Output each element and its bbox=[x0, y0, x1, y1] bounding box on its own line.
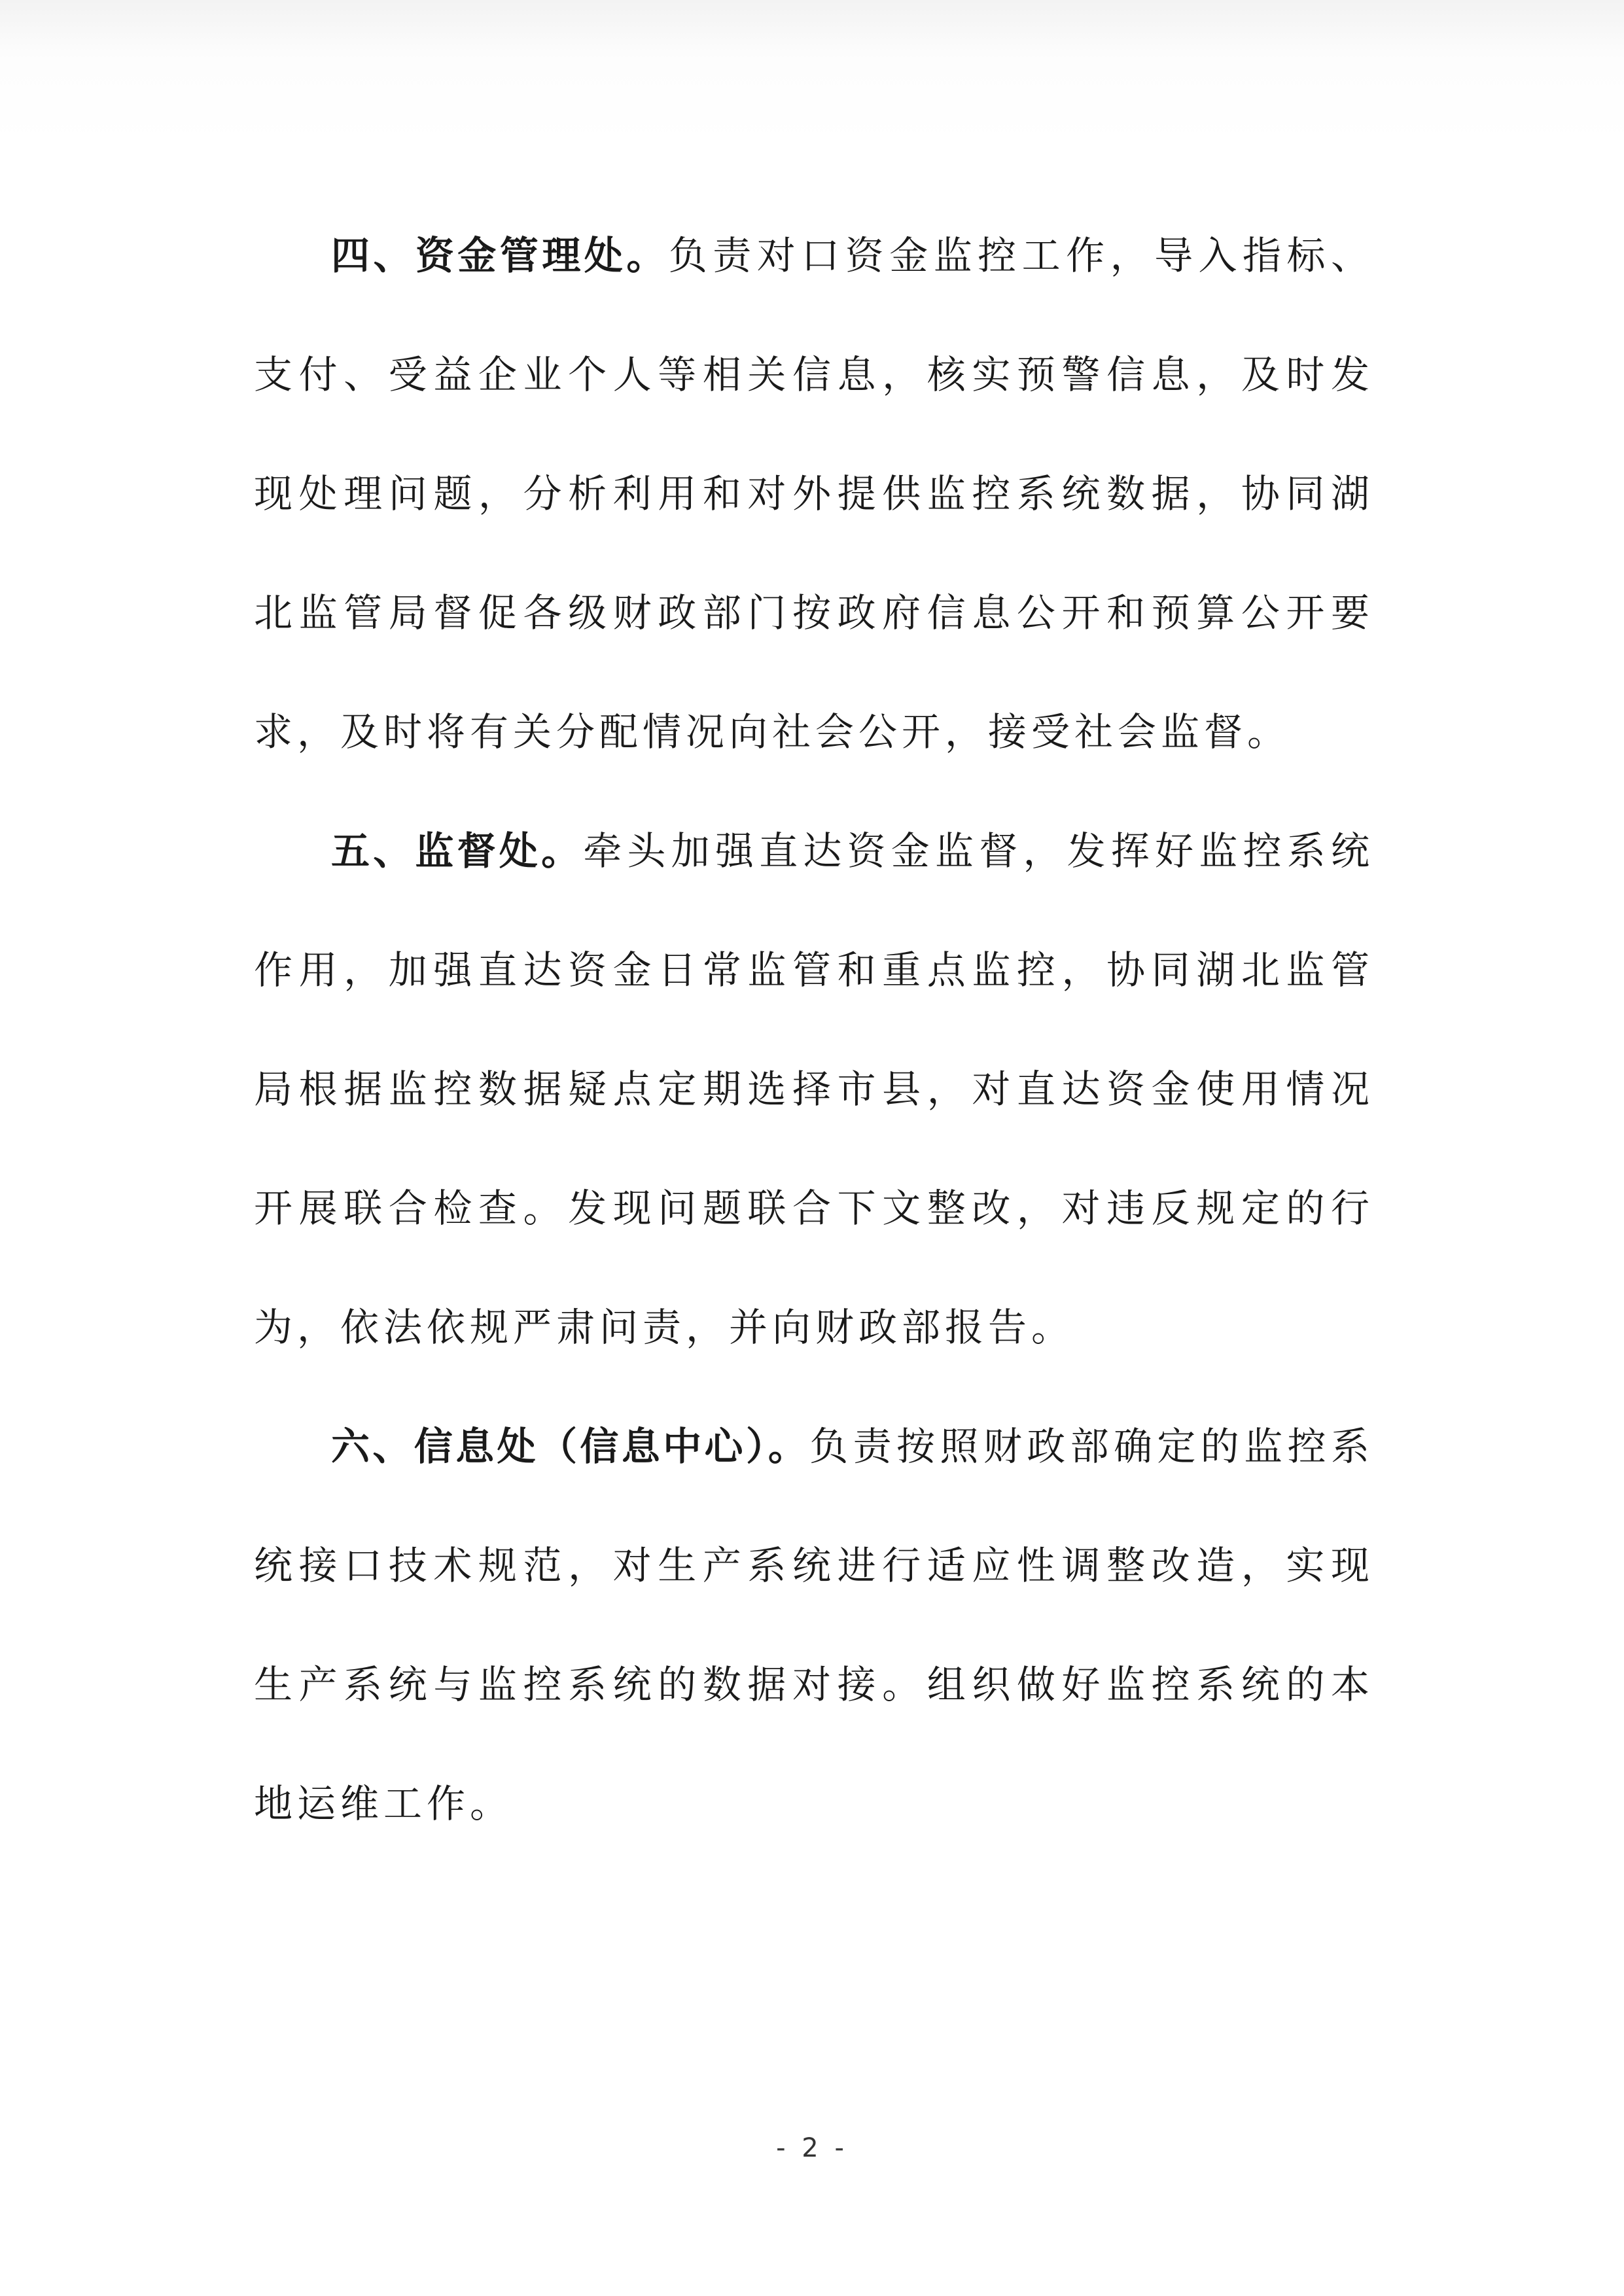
page-number: - 2 - bbox=[776, 2133, 848, 2163]
section-fund-management bbox=[254, 196, 1374, 792]
section-body: 负责按照财政部确定的监控系统接口技术规范，对生产系统进行适应性调整改造，实现生产系统与监控系统的数据对接。组织做好监控系统的本地运维工作。 bbox=[254, 1424, 1374, 1826]
document-body bbox=[254, 196, 1374, 1863]
section-supervision bbox=[254, 792, 1374, 1387]
section-heading: 五、监督处。 bbox=[331, 828, 584, 874]
section-body: 负责对口资金监控工作，导入指标、支付、受益企业个人等相关信息，核实预警信息，及时发现处理问题，分析利用和对外提供监控系统数据，协同湖北监管局督促各级财政部门按政府信息公开和预算公开要求，及时将有关分配情况向社会公开，接受社会监督。 bbox=[254, 233, 1374, 754]
section-heading: 六、信息处（信息中心）。 bbox=[331, 1424, 810, 1469]
section-body: 牵头加强直达资金监督，发挥好监控系统作用，加强直达资金日常监管和重点监控，协同湖北监管局根据监控数据疑点定期选择市县，对直达资金使用情况开展联合检查。发现问题联合下文整改，对违反规定的行为，依法依规严肃问责，并向财政部报告。 bbox=[254, 828, 1374, 1350]
section-information bbox=[254, 1387, 1374, 1863]
scan-artifact bbox=[0, 0, 1624, 144]
section-heading: 四、资金管理处。 bbox=[331, 233, 669, 278]
